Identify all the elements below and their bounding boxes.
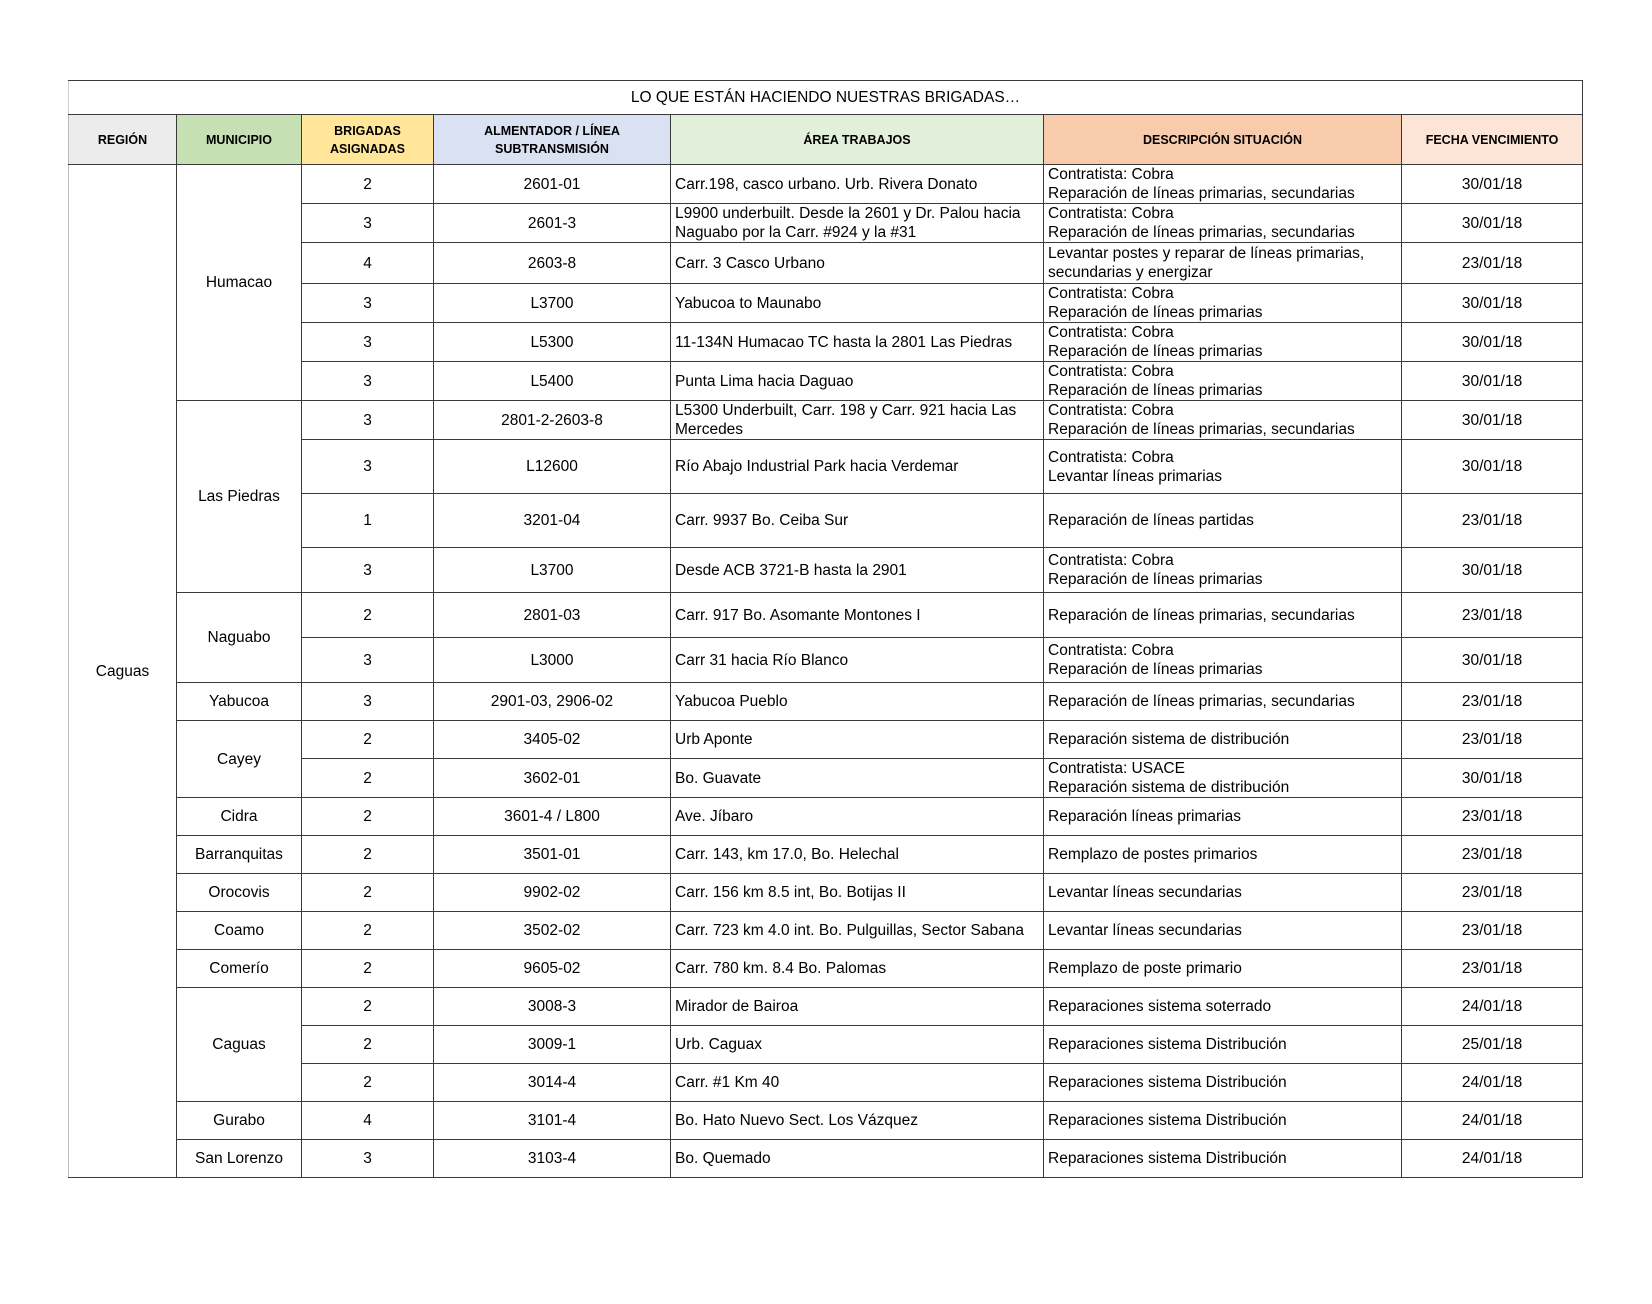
table-row bbox=[69, 401, 1583, 440]
table-row bbox=[69, 798, 1583, 836]
fecha-cell: 23/01/18 bbox=[1402, 950, 1583, 988]
table-row bbox=[69, 683, 1583, 721]
alimentador-cell: 2801-03 bbox=[434, 593, 671, 638]
brigadas-cell: 3 bbox=[302, 548, 434, 593]
brigadas-cell: 2 bbox=[302, 1026, 434, 1064]
fecha-cell: 30/01/18 bbox=[1402, 638, 1583, 683]
alimentador-cell: 3009-1 bbox=[434, 1026, 671, 1064]
descripcion-cell: Reparaciones sistema soterrado bbox=[1044, 988, 1402, 1026]
brigadas-cell: 2 bbox=[302, 912, 434, 950]
alimentador-cell: 3101-4 bbox=[434, 1102, 671, 1140]
fecha-cell: 30/01/18 bbox=[1402, 759, 1583, 798]
brigadas-cell: 3 bbox=[302, 638, 434, 683]
municipio-cell: Comerío bbox=[177, 950, 302, 988]
table-row bbox=[69, 1140, 1583, 1178]
table-row bbox=[69, 912, 1583, 950]
table-row bbox=[69, 721, 1583, 759]
area-cell: Desde ACB 3721-B hasta la 2901 bbox=[671, 548, 1044, 593]
header-region: REGIÓN bbox=[69, 115, 177, 165]
alimentador-cell: 2801-2-2603-8 bbox=[434, 401, 671, 440]
area-cell: Urb. Caguax bbox=[671, 1026, 1044, 1064]
alimentador-cell: L5300 bbox=[434, 323, 671, 362]
table-row bbox=[69, 874, 1583, 912]
fecha-cell: 30/01/18 bbox=[1402, 548, 1583, 593]
descripcion-cell: Levantar postes y reparar de líneas primarias, secundarias y energizar bbox=[1044, 243, 1402, 284]
fecha-cell: 30/01/18 bbox=[1402, 401, 1583, 440]
alimentador-cell: 3014-4 bbox=[434, 1064, 671, 1102]
descripcion-cell: Remplazo de postes primarios bbox=[1044, 836, 1402, 874]
area-cell: Yabucoa Pueblo bbox=[671, 683, 1044, 721]
area-cell: Punta Lima hacia Daguao bbox=[671, 362, 1044, 401]
fecha-cell: 30/01/18 bbox=[1402, 165, 1583, 204]
fecha-cell: 24/01/18 bbox=[1402, 988, 1583, 1026]
brigadas-cell: 3 bbox=[302, 683, 434, 721]
alimentador-cell: 9605-02 bbox=[434, 950, 671, 988]
table-row bbox=[69, 950, 1583, 988]
brigadas-cell: 2 bbox=[302, 759, 434, 798]
fecha-cell: 23/01/18 bbox=[1402, 874, 1583, 912]
area-cell: Bo. Hato Nuevo Sect. Los Vázquez bbox=[671, 1102, 1044, 1140]
brigadas-cell: 2 bbox=[302, 593, 434, 638]
alimentador-cell: 3602-01 bbox=[434, 759, 671, 798]
alimentador-cell: 2601-3 bbox=[434, 204, 671, 243]
header-row bbox=[69, 115, 1583, 165]
brigadas-cell: 4 bbox=[302, 1102, 434, 1140]
alimentador-cell: L3700 bbox=[434, 548, 671, 593]
area-cell: Carr. #1 Km 40 bbox=[671, 1064, 1044, 1102]
fecha-cell: 30/01/18 bbox=[1402, 284, 1583, 323]
brigadas-cell: 2 bbox=[302, 1064, 434, 1102]
municipio-cell: Orocovis bbox=[177, 874, 302, 912]
area-cell: Ave. Jíbaro bbox=[671, 798, 1044, 836]
alimentador-cell: L5400 bbox=[434, 362, 671, 401]
fecha-cell: 30/01/18 bbox=[1402, 204, 1583, 243]
brigadas-cell: 2 bbox=[302, 950, 434, 988]
municipio-cell: San Lorenzo bbox=[177, 1140, 302, 1178]
area-cell: Bo. Quemado bbox=[671, 1140, 1044, 1178]
descripcion-cell: Levantar líneas secundarias bbox=[1044, 874, 1402, 912]
area-cell: Carr 31 hacia Río Blanco bbox=[671, 638, 1044, 683]
brigadas-cell: 4 bbox=[302, 243, 434, 284]
descripcion-cell: Contratista: Cobra Reparación de líneas primarias, secundarias bbox=[1044, 204, 1402, 243]
fecha-cell: 30/01/18 bbox=[1402, 323, 1583, 362]
area-cell: L5300 Underbuilt, Carr. 198 y Carr. 921 hacia Las Mercedes bbox=[671, 401, 1044, 440]
descripcion-cell: Contratista: Cobra Reparación de líneas primarias bbox=[1044, 284, 1402, 323]
table-row bbox=[69, 165, 1583, 204]
municipio-cell: Humacao bbox=[177, 165, 302, 401]
fecha-cell: 23/01/18 bbox=[1402, 836, 1583, 874]
brigadas-cell: 3 bbox=[302, 401, 434, 440]
descripcion-cell: Contratista: Cobra Reparación de líneas primarias, secundarias bbox=[1044, 165, 1402, 204]
alimentador-cell: 3103-4 bbox=[434, 1140, 671, 1178]
municipio-cell: Barranquitas bbox=[177, 836, 302, 874]
fecha-cell: 24/01/18 bbox=[1402, 1064, 1583, 1102]
municipio-cell: Cayey bbox=[177, 721, 302, 798]
descripcion-cell: Reparaciones sistema Distribución bbox=[1044, 1102, 1402, 1140]
area-cell: Carr.198, casco urbano. Urb. Rivera Donato bbox=[671, 165, 1044, 204]
table-row bbox=[69, 988, 1583, 1026]
alimentador-cell: L12600 bbox=[434, 440, 671, 494]
brigadas-cell: 3 bbox=[302, 204, 434, 243]
descripcion-cell: Contratista: USACE Reparación sistema de distribución bbox=[1044, 759, 1402, 798]
area-cell: L9900 underbuilt. Desde la 2601 y Dr. Palou hacia Naguabo por la Carr. #924 y la #31 bbox=[671, 204, 1044, 243]
alimentador-cell: 3008-3 bbox=[434, 988, 671, 1026]
header-alimentador: ALMENTADOR / LÍNEA SUBTRANSMISIÓN bbox=[434, 115, 671, 165]
descripcion-cell: Reparación sistema de distribución bbox=[1044, 721, 1402, 759]
brigadas-cell: 2 bbox=[302, 988, 434, 1026]
brigadas-cell: 2 bbox=[302, 165, 434, 204]
descripcion-cell: Reparación líneas primarias bbox=[1044, 798, 1402, 836]
alimentador-cell: 3501-01 bbox=[434, 836, 671, 874]
area-cell: Carr. 143, km 17.0, Bo. Helechal bbox=[671, 836, 1044, 874]
brigadas-cell: 3 bbox=[302, 440, 434, 494]
area-cell: Río Abajo Industrial Park hacia Verdemar bbox=[671, 440, 1044, 494]
descripcion-cell: Contratista: Cobra Reparación de líneas primarias bbox=[1044, 323, 1402, 362]
brigadas-cell: 3 bbox=[302, 284, 434, 323]
fecha-cell: 23/01/18 bbox=[1402, 912, 1583, 950]
header-brigadas: BRIGADAS ASIGNADAS bbox=[302, 115, 434, 165]
fecha-cell: 23/01/18 bbox=[1402, 721, 1583, 759]
municipio-cell: Gurabo bbox=[177, 1102, 302, 1140]
fecha-cell: 30/01/18 bbox=[1402, 362, 1583, 401]
municipio-cell: Las Piedras bbox=[177, 401, 302, 593]
brigadas-cell: 2 bbox=[302, 836, 434, 874]
fecha-cell: 24/01/18 bbox=[1402, 1140, 1583, 1178]
municipio-cell: Cidra bbox=[177, 798, 302, 836]
descripcion-cell: Levantar líneas secundarias bbox=[1044, 912, 1402, 950]
alimentador-cell: 3601-4 / L800 bbox=[434, 798, 671, 836]
brigades-table bbox=[68, 80, 1583, 1178]
alimentador-cell: L3000 bbox=[434, 638, 671, 683]
table-row bbox=[69, 1102, 1583, 1140]
brigadas-cell: 2 bbox=[302, 721, 434, 759]
descripcion-cell: Reparaciones sistema Distribución bbox=[1044, 1064, 1402, 1102]
header-descripcion: DESCRIPCIÓN SITUACIÓN bbox=[1044, 115, 1402, 165]
alimentador-cell: 2901-03, 2906-02 bbox=[434, 683, 671, 721]
area-cell: Carr. 917 Bo. Asomante Montones I bbox=[671, 593, 1044, 638]
alimentador-cell: 2601-01 bbox=[434, 165, 671, 204]
fecha-cell: 25/01/18 bbox=[1402, 1026, 1583, 1064]
alimentador-cell: 2603-8 bbox=[434, 243, 671, 284]
brigadas-cell: 1 bbox=[302, 494, 434, 548]
descripcion-cell: Reparaciones sistema Distribución bbox=[1044, 1140, 1402, 1178]
descripcion-cell: Reparación de líneas partidas bbox=[1044, 494, 1402, 548]
area-cell: Carr. 9937 Bo. Ceiba Sur bbox=[671, 494, 1044, 548]
descripcion-cell: Remplazo de poste primario bbox=[1044, 950, 1402, 988]
descripcion-cell: Reparación de líneas primarias, secundarias bbox=[1044, 683, 1402, 721]
header-fecha: FECHA VENCIMIENTO bbox=[1402, 115, 1583, 165]
municipio-cell: Caguas bbox=[177, 988, 302, 1102]
fecha-cell: 23/01/18 bbox=[1402, 494, 1583, 548]
area-cell: Mirador de Bairoa bbox=[671, 988, 1044, 1026]
area-cell: Carr. 723 km 4.0 int. Bo. Pulguillas, Sector Sabana bbox=[671, 912, 1044, 950]
alimentador-cell: 3201-04 bbox=[434, 494, 671, 548]
header-municipio: MUNICIPIO bbox=[177, 115, 302, 165]
region-cell: Caguas bbox=[69, 165, 177, 1178]
municipio-cell: Yabucoa bbox=[177, 683, 302, 721]
alimentador-cell: 3502-02 bbox=[434, 912, 671, 950]
area-cell: Bo. Guavate bbox=[671, 759, 1044, 798]
descripcion-cell: Contratista: Cobra Reparación de líneas primarias bbox=[1044, 362, 1402, 401]
area-cell: Urb Aponte bbox=[671, 721, 1044, 759]
area-cell: Carr. 780 km. 8.4 Bo. Palomas bbox=[671, 950, 1044, 988]
fecha-cell: 23/01/18 bbox=[1402, 683, 1583, 721]
table-row bbox=[69, 836, 1583, 874]
descripcion-cell: Reparación de líneas primarias, secundarias bbox=[1044, 593, 1402, 638]
alimentador-cell: L3700 bbox=[434, 284, 671, 323]
table-title: LO QUE ESTÁN HACIENDO NUESTRAS BRIGADAS… bbox=[69, 81, 1583, 115]
descripcion-cell: Reparaciones sistema Distribución bbox=[1044, 1026, 1402, 1064]
alimentador-cell: 9902-02 bbox=[434, 874, 671, 912]
descripcion-cell: Contratista: Cobra Reparación de líneas primarias bbox=[1044, 638, 1402, 683]
area-cell: Carr. 156 km 8.5 int, Bo. Botijas II bbox=[671, 874, 1044, 912]
descripcion-cell: Contratista: Cobra Levantar líneas primarias bbox=[1044, 440, 1402, 494]
table-body bbox=[69, 165, 1583, 1178]
brigadas-cell: 3 bbox=[302, 362, 434, 401]
fecha-cell: 23/01/18 bbox=[1402, 243, 1583, 284]
table-row bbox=[69, 593, 1583, 638]
area-cell: Yabucoa to Maunabo bbox=[671, 284, 1044, 323]
area-cell: Carr. 3 Casco Urbano bbox=[671, 243, 1044, 284]
descripcion-cell: Contratista: Cobra Reparación de líneas primarias bbox=[1044, 548, 1402, 593]
brigadas-cell: 2 bbox=[302, 798, 434, 836]
fecha-cell: 23/01/18 bbox=[1402, 798, 1583, 836]
header-area: ÁREA TRABAJOS bbox=[671, 115, 1044, 165]
municipio-cell: Coamo bbox=[177, 912, 302, 950]
fecha-cell: 23/01/18 bbox=[1402, 593, 1583, 638]
area-cell: 11-134N Humacao TC hasta la 2801 Las Piedras bbox=[671, 323, 1044, 362]
brigadas-cell: 2 bbox=[302, 874, 434, 912]
fecha-cell: 24/01/18 bbox=[1402, 1102, 1583, 1140]
fecha-cell: 30/01/18 bbox=[1402, 440, 1583, 494]
brigadas-cell: 3 bbox=[302, 1140, 434, 1178]
descripcion-cell: Contratista: Cobra Reparación de líneas primarias, secundarias bbox=[1044, 401, 1402, 440]
brigadas-cell: 3 bbox=[302, 323, 434, 362]
municipio-cell: Naguabo bbox=[177, 593, 302, 683]
alimentador-cell: 3405-02 bbox=[434, 721, 671, 759]
